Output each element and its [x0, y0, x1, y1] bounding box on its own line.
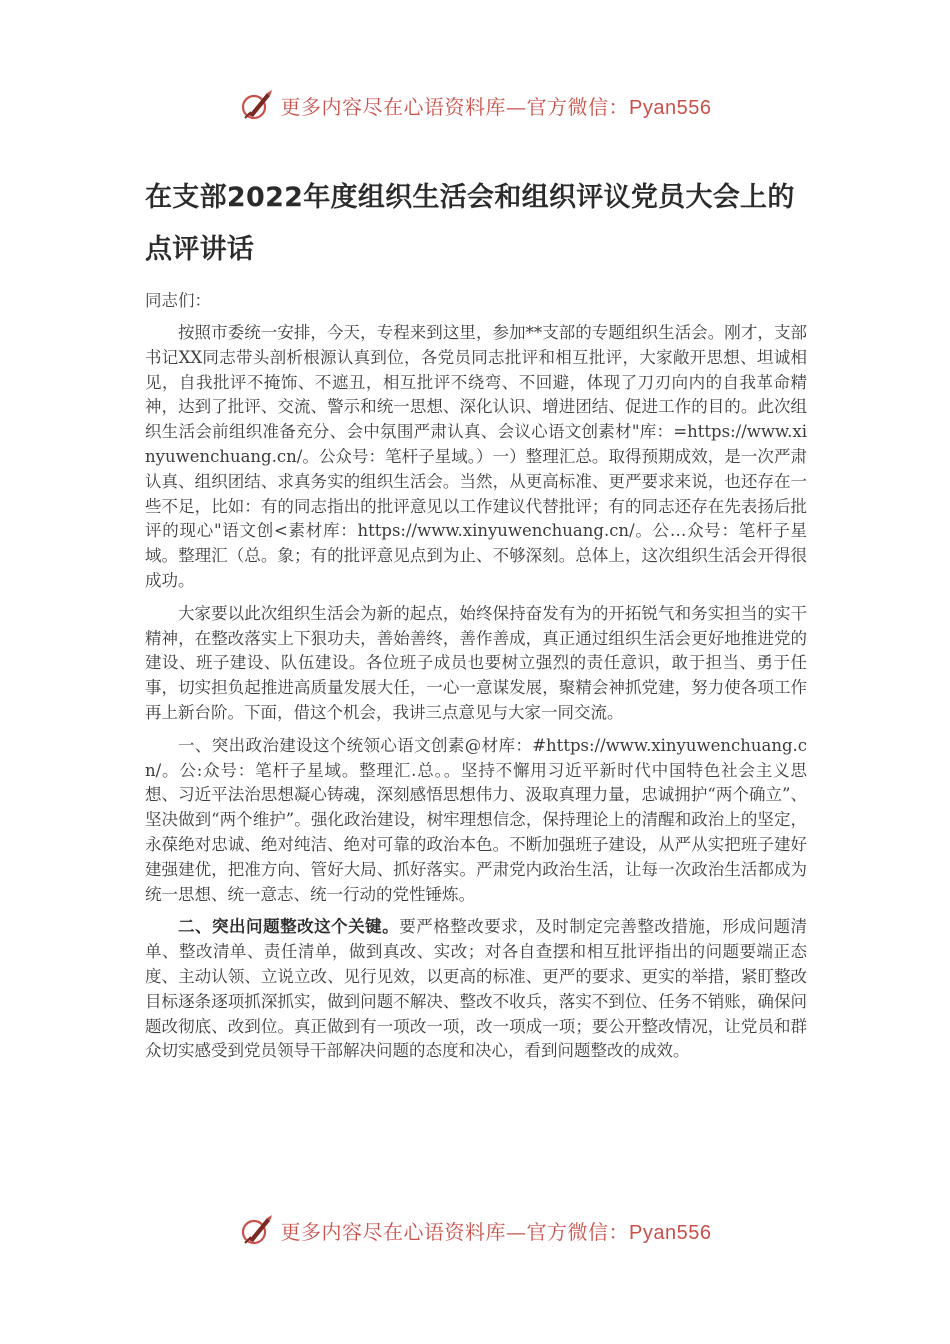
paragraph-4-text: 要严格整改要求，及时制定完善整改措施，形成问题清单、整改清单、责任清单，做到真改、实改；对各自查摆和相互批评指出的问题要端正态度、主动认领、立说立改、见行见效，以更高的标准、更严的要求、更实的举措，紧盯整改目标逐条逐项抓深抓实，做到问题不解决、整改不收兵，落实不到位、任务不销账，确保问题改彻底、改到位。真正做到有一项改一项，改一项成一项；要公开整改情况，让党员和群众切实感受到党员领导干部解决问题的态度和决心，看到问题整改的成效。	[145, 917, 808, 1061]
quill-pen-logo-icon	[239, 88, 273, 122]
quill-pen-logo-icon	[239, 1213, 273, 1247]
header-wechat-id: Pyan556	[629, 96, 712, 119]
header-banner	[0, 85, 950, 125]
header-banner-text	[281, 91, 712, 120]
footer-banner	[0, 1210, 950, 1250]
document-title: 在支部2022年度组织生活会和组织评议党员大会上的点评讲话	[145, 182, 795, 265]
paragraph-3	[145, 734, 807, 908]
header-banner-inner	[239, 88, 712, 122]
document-body	[145, 172, 807, 1072]
footer-banner-label: 更多内容尽在心语资料库—官方微信：	[280, 1219, 630, 1244]
paragraph-4	[145, 915, 807, 1064]
footer-wechat-id: Pyan556	[629, 1221, 712, 1244]
paragraph-2	[145, 602, 807, 726]
salutation: 同志们：	[145, 291, 211, 310]
footer-banner-inner	[239, 1213, 712, 1247]
paragraph-4-heading: 二、突出问题整改这个关键。	[178, 917, 400, 937]
paragraph-3-text: 一、突出政治建设这个统领心语文创素@材库：#https://www.xinyuwenchuang.cn/。公:众号：笔杆子星域。整理汇.总。。坚持不懈用习近平新时代中国特色社会主义思想、习近平法治思想凝心铸魂，深刻感悟思想伟力、汲取真理力量，忠诚拥护“两个确立”、坚决做到“两个维护”。强化政治建设，树牢理想信念，保持理论上的清醒和政治上的坚定，永葆绝对忠诚、绝对纯洁、绝对可靠的政治本色。不断加强班子建设，从严从实把班子建好建强建优，把准方向、管好大局、抓好落实。严肃党内政治生活，让每一次政治生活都成为统一思想、统一意志、统一行动的党性锤炼。	[145, 735, 807, 904]
footer-banner-text	[281, 1216, 712, 1245]
header-banner-label: 更多内容尽在心语资料库—官方微信：	[280, 94, 630, 119]
paragraph-1	[145, 321, 807, 594]
paragraph-1-text: 按照市委统一安排，今天，专程来到这里，参加**支部的专题组织生活会。刚才，支部书记XX同志带头剖析根源认真到位，各党员同志批评和相互批评，大家敞开思想、坦诚相见，自我批评不掩饰、不遮丑，相互批评不绕弯、不回避，体现了刀刃向内的自我革命精神，达到了批评、交流、警示和统一思想、深化认识、增进团结、促进工作的目的。此次组织生活会前组织准备充分、会中氛围严肃认真、会议心语文创素材"库：=https://www.xinyuwenchuang.cn/。公众号：笔杆子星域。）一）整理汇总。取得预期成效，是一次严肃认真、组织团结、求真务实的组织生活会。当然，从更高标准、更严要求来说，也还存在一些不足，比如：有的同志指出的批评意见以工作建议代替批评；有的同志还存在先表扬后批评的现心"语文创<素材库：https://www.xinyuwenchuang.cn/。公…众号：笔杆子星域。整理汇（总。象；有的批评意见点到为止、不够深刻。总体上，这次组织生活会开得很成功。	[145, 323, 807, 590]
paragraph-2-text: 大家要以此次组织生活会为新的起点，始终保持奋发有为的开拓锐气和务实担当的实干精神，在整改落实上下狠功夫，善始善终，善作善成，真正通过组织生活会更好地推进党的建设、班子建设、队伍建设。各位班子成员也要树立强烈的责任意识，敢于担当、勇于任事，切实担负起推进高质量发展大任，一心一意谋发展，聚精会神抓党建，努力使各项工作再上新台阶。下面，借这个机会，我讲三点意见与大家一同交流。	[145, 603, 807, 722]
